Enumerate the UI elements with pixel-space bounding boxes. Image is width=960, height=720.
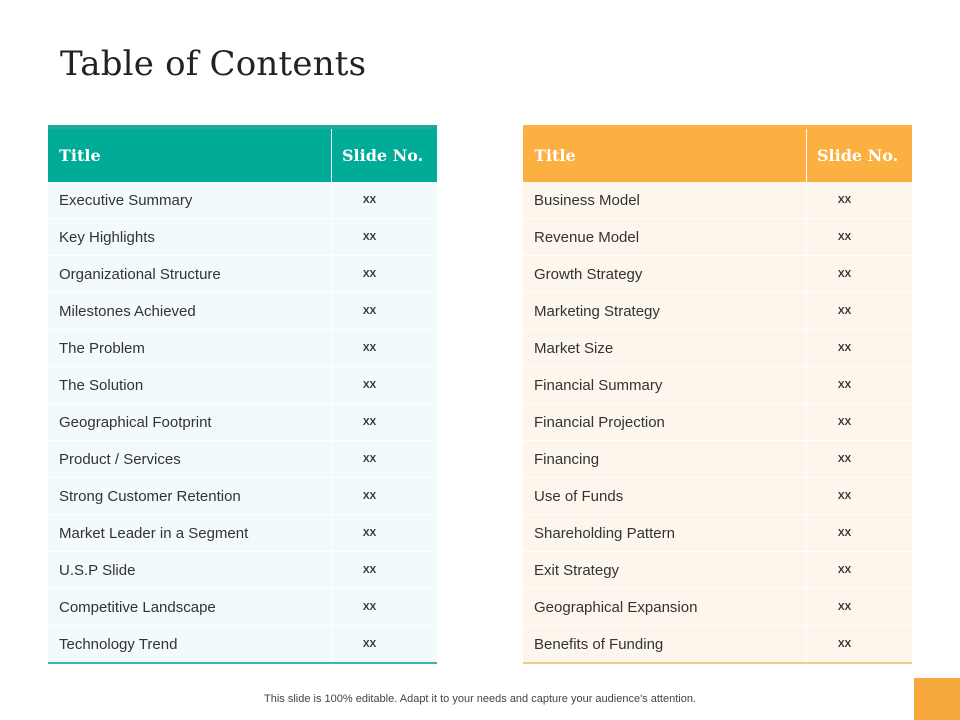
row-slide-no: XX [332,626,438,664]
row-title: U.S.P Slide [48,552,332,589]
table-row [523,256,912,293]
row-title: Competitive Landscape [48,589,332,626]
row-slide-no: XX [332,515,438,552]
row-title: Revenue Model [523,219,807,256]
table-row [523,478,912,515]
row-title: Executive Summary [48,182,332,219]
table-row [48,552,437,589]
row-title: Use of Funds [523,478,807,515]
table-row [48,478,437,515]
row-title: Strong Customer Retention [48,478,332,515]
row-slide-no: XX [807,367,913,404]
row-title: The Solution [48,367,332,404]
header-title: Title [523,127,807,182]
row-title: Marketing Strategy [523,293,807,330]
table-row [523,515,912,552]
table-row [48,367,437,404]
row-slide-no: XX [332,367,438,404]
row-title: The Problem [48,330,332,367]
row-title: Business Model [523,182,807,219]
row-slide-no: XX [807,404,913,441]
table-header-row [48,127,437,182]
row-slide-no: XX [807,256,913,293]
row-slide-no: XX [332,219,438,256]
corner-accent-box [914,678,960,720]
row-slide-no: XX [332,330,438,367]
row-slide-no: XX [332,293,438,330]
row-slide-no: XX [807,552,913,589]
table-row [48,182,437,219]
row-title: Milestones Achieved [48,293,332,330]
table-row [48,330,437,367]
row-title: Geographical Footprint [48,404,332,441]
row-title: Benefits of Funding [523,626,807,664]
row-slide-no: XX [332,441,438,478]
row-slide-no: XX [332,478,438,515]
row-slide-no: XX [807,515,913,552]
row-slide-no: XX [807,182,913,219]
left-toc-table [48,125,437,664]
row-title: Growth Strategy [523,256,807,293]
table-row [48,441,437,478]
right-toc-table [523,125,912,664]
row-title: Market Size [523,330,807,367]
row-title: Geographical Expansion [523,589,807,626]
table-row [523,219,912,256]
row-title: Key Highlights [48,219,332,256]
row-slide-no: XX [332,589,438,626]
row-slide-no: XX [807,441,913,478]
table-row [48,219,437,256]
table-row [48,404,437,441]
row-slide-no: XX [807,478,913,515]
table-row [523,626,912,664]
table-row [523,404,912,441]
row-slide-no: XX [807,219,913,256]
row-title: Financial Summary [523,367,807,404]
header-title: Title [48,127,332,182]
row-title: Financing [523,441,807,478]
table-row [523,552,912,589]
row-slide-no: XX [807,589,913,626]
row-slide-no: XX [807,330,913,367]
table-row [48,626,437,664]
table-row [523,367,912,404]
table-row [523,182,912,219]
table-row [523,441,912,478]
table-row [48,589,437,626]
row-slide-no: XX [332,404,438,441]
table-row [523,589,912,626]
table-row [48,293,437,330]
row-title: Financial Projection [523,404,807,441]
row-slide-no: XX [332,182,438,219]
row-slide-no: XX [807,293,913,330]
row-slide-no: XX [332,552,438,589]
table-header-row [523,127,912,182]
header-slide-no: Slide No. [807,127,913,182]
row-title: Exit Strategy [523,552,807,589]
table-row [48,256,437,293]
table-row [48,515,437,552]
row-title: Market Leader in a Segment [48,515,332,552]
table-row [523,293,912,330]
page-title: Table of Contents [60,44,367,84]
footer-note: This slide is 100% editable. Adapt it to your needs and capture your audience's attention. [264,693,696,705]
row-slide-no: XX [332,256,438,293]
row-title: Product / Services [48,441,332,478]
header-slide-no: Slide No. [332,127,438,182]
row-title: Shareholding Pattern [523,515,807,552]
row-slide-no: XX [807,626,913,664]
row-title: Organizational Structure [48,256,332,293]
row-title: Technology Trend [48,626,332,664]
table-row [523,330,912,367]
